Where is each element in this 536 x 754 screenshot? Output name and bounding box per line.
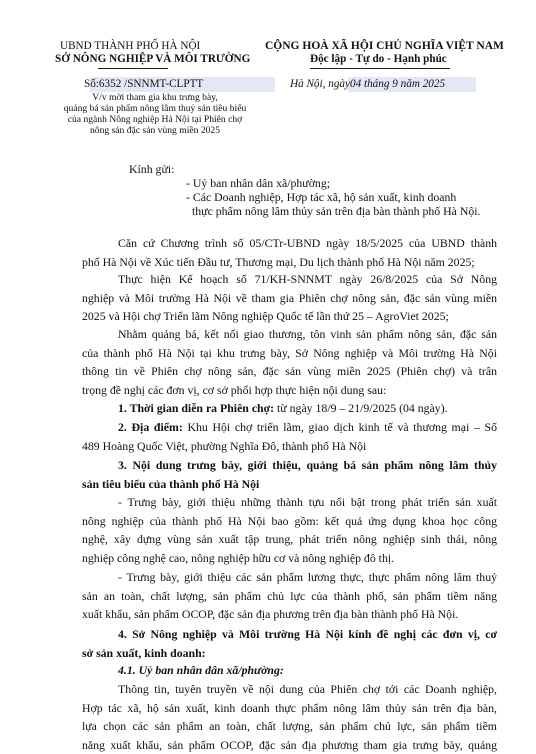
text-line: - Trưng bày, giới thiệu các sản phẩm lương thực, thực phẩm nông lâm thuỷ xyxy=(118,570,497,584)
text-line: trọng đề nghị các đơn vị, cơ sở phối hợp thực hiện nội dung sau: xyxy=(82,382,387,397)
item-1-time xyxy=(82,399,497,418)
issuing-department: SỞ NÔNG NGHIỆP VÀ MÔI TRƯỜNG xyxy=(55,53,251,65)
text-line: - Trưng bày, giới thiệu những thành tựu nổi bật trong phát triển sản xuất xyxy=(118,495,497,509)
text-line: Thông tin, tuyên truyền về nội dung của Phiên chợ tới các Doanh nghiệp, xyxy=(118,682,497,696)
header-divider-left xyxy=(98,68,168,69)
document-number: Số:6352 /SNNMT-CLPTT xyxy=(84,78,204,90)
text-line: phố Hà Nội về Xúc tiến Đầu tư, Thương mại, Du lịch thành phố Hà Nội năm 2025; xyxy=(82,254,475,269)
text-line: nghiệp công nghệ cao, nông nghiệp hữu cơ và nông nghiệp đô thị. xyxy=(82,550,395,565)
paragraph-purpose xyxy=(82,325,497,399)
item-2-text: Khu Hội chợ triển lãm, giao dịch kinh tế và thương mại – Số xyxy=(182,420,497,434)
text-line: 2025 và Hội chợ Triển lãm Nông nghiệp Quốc tế lần thứ 25 – AgroViet 2025; xyxy=(82,309,449,324)
subject-line: nông sản đặc sản vùng miền 2025 xyxy=(89,125,221,136)
text-line: Thực hiện Kế hoạch số 71/KH-SNNMT ngày 26/8/2025 của Sở Nông xyxy=(118,272,497,286)
recipient-item: - Các Doanh nghiệp, Hợp tác xã, hộ sản xuất, kinh doanh xyxy=(186,190,457,204)
text-line: nông nghiệp của thành phố Hà Nội bao gồm: kết quả ứng dụng khoa học công xyxy=(82,513,497,528)
text-line: sở sản xuất, kinh doanh: xyxy=(82,645,206,660)
text-line: 4. Sở Nông nghiệp và Môi trường Hà Nội kính đề nghị các đơn vị, cơ xyxy=(118,627,497,641)
text-line: Nhằm quảng bá, kết nối giao thương, tôn vinh sản phẩm nông sản, đặc sản xyxy=(118,327,497,341)
subject-line: V/v mời tham gia khu trưng bày, xyxy=(92,92,218,103)
text-line: 4.1. Uỷ ban nhân dân xã/phường: xyxy=(118,663,284,677)
addressee-label: Kính gửi: xyxy=(129,162,175,176)
paragraph-commune-tasks xyxy=(82,680,497,754)
item-3-heading xyxy=(82,456,497,493)
item-2-location xyxy=(82,418,497,455)
recipient-item: - Uỷ ban nhân dân xã/phường; xyxy=(186,176,331,190)
document-subject xyxy=(40,92,270,136)
text-line: năng xuất khẩu, sản phẩm OCOP, đặc sản địa phương tham gia trưng bày, quảng xyxy=(82,737,497,752)
text-line: xuất khẩu, sản phẩm OCOP, đặc sản địa phương trên địa bàn thành phố Hà Nội. xyxy=(82,607,459,622)
text-line: sản tiêu biểu của thành phố Hà Nội xyxy=(82,476,260,491)
text-line: Hợp tác xã, hộ sản xuất, kinh doanh thực phẩm nông lâm thủy sản trên địa bàn, xyxy=(82,700,497,715)
item-2-label: 2. Địa điểm: xyxy=(118,420,183,434)
item-1-label: 1. Thời gian diễn ra Phiên chợ: xyxy=(118,401,275,415)
bullet-products xyxy=(82,568,497,624)
text-line: sản an toàn, chất lượng, sản phẩm chủ lực của thành phố, sản phẩm tiềm năng xyxy=(82,588,497,603)
subject-line: quảng bá sản phẩm nông lâm thuỷ sản tiêu biểu xyxy=(63,103,247,114)
text-line: 489 Hoàng Quốc Việt, phường Nghĩa Đô, thành phố Hà Nội xyxy=(82,438,367,453)
item-4-1-heading xyxy=(82,661,497,680)
national-motto: Độc lập - Tự do - Hạnh phúc xyxy=(310,53,447,65)
subject-line: của ngành Nông nghiệp Hà Nội tại Phiên chợ xyxy=(67,114,243,125)
text-line: của thành phố Hà Nội tại khu trưng bày, Sở Nông nghiệp và Môi trường Hà Nội xyxy=(82,345,497,360)
item-4-heading xyxy=(82,625,497,662)
header-divider-right xyxy=(310,68,450,69)
text-line: nghệ, xây dựng vùng sản xuất tập trung, phát triển nông nghiệp sinh thái, nông xyxy=(82,532,497,547)
paragraph-legal-basis xyxy=(82,234,497,271)
text-line: Căn cứ Chương trình số 05/CTr-UBND ngày 18/5/2025 của UBND thành xyxy=(118,236,497,250)
national-title: CỘNG HOÀ XÃ HỘI CHỦ NGHĨA VIỆT NAM xyxy=(265,40,504,52)
text-line: thông tin về Phiên chợ nông sản, đặc sản vùng miền 2025 (Phiên chợ) và trân xyxy=(82,364,497,379)
text-line: lựa chọn các sản phẩm an toàn, chất lượng, sản phẩm chủ lực, sản phẩm tiềm xyxy=(82,719,497,734)
issuing-authority: UBND THÀNH PHỐ HÀ NỘI xyxy=(60,40,201,52)
item-1-text: từ ngày 18/9 – 21/9/2025 (04 ngày). xyxy=(274,401,448,415)
place-date: Hà Nội, ngày04 tháng 9 năm 2025 xyxy=(290,78,446,90)
recipient-item: thực phẩm nông lâm thủy sản trên địa bàn thành phố Hà Nội. xyxy=(192,204,481,218)
text-line: nghiệp và Môi trường Hà Nội về tham gia Phiên chợ nông sản, đặc sản vùng miền xyxy=(82,290,497,305)
paragraph-plan xyxy=(82,270,497,326)
text-line: 3. Nội dung trưng bày, giới thiệu, quảng bá sản phẩm nông lâm thủy xyxy=(118,458,497,472)
bullet-achievements xyxy=(82,493,497,567)
